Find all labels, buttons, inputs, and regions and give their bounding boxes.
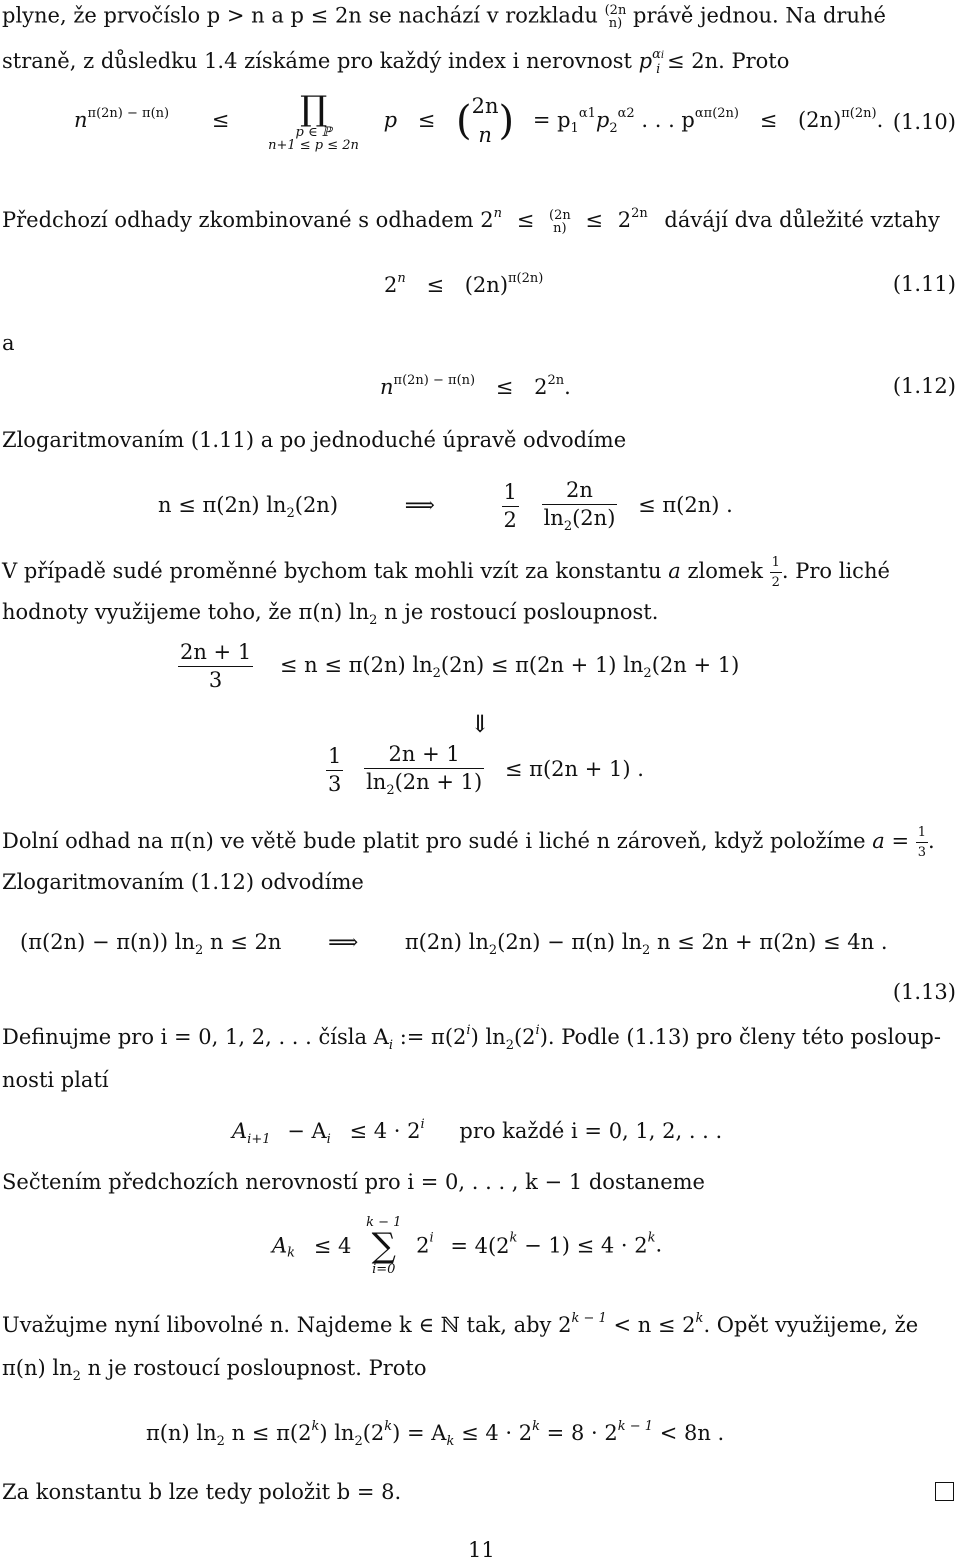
text-segment: 2n. Proto (691, 49, 790, 73)
equation-frac2: $\frac{1}{3}$ $\frac{2n + 1}{\ln_2(2n + 1)}$ ≤ π(2n + 1) . (328, 742, 644, 798)
binomial: ( (456, 98, 472, 145)
equation-1-10: $n^{\pi(2n) - \pi(n)}$ ≤ ∏ p ∈ ℙ n+1 ≤ p ≤ 2n p ≤ (2n n ) = $p_1^{\alpha 1}p_2^{\alpha 2}$ . . . $p^{\alpha\pi(2n)} \le (2n)^{\pi(2n)}$. (74, 89, 884, 153)
page-number: 11 (468, 1538, 495, 1562)
equation-chain: $\frac{2n + 1}{3}$ ≤ n ≤ π(2n) $\ln_2(2n) \le \pi(2n + 1) \ln_2(2n + 1)$ (180, 640, 740, 692)
text-line-1 (2, 4, 886, 30)
equation-label: (1.13) (892, 980, 956, 1004)
text-line-12: Sečtením předchozích nerovností pro i = 0, . . . , k − 1 dostaneme (2, 1170, 705, 1194)
text-line-3: Předchozí odhady zkombinované s odhadem 2$^n$ ≤ (2n $n) \le 2^{2n}$ dávájí dva důležité vztahy (2, 206, 940, 236)
equation-1-11: $2^n \le (2n)^{\pi(2n)}$ (384, 271, 544, 297)
equation-label: (1.10) (892, 110, 956, 134)
superscript: αi (652, 47, 665, 62)
product-operator: ∏ p ∈ ℙ n+1 ≤ p ≤ 2n (268, 89, 359, 153)
text-line-13: Uvažujme nyní libovolné n. Najdeme k ∈ ℕ tak, aby $2^{k - 1} < n \le 2^k$. Opět využijeme, že (2, 1311, 919, 1337)
text-line-15: Za konstantu b lze tedy položit b = 8. (2, 1480, 402, 1504)
text-line-7: hodnoty využijeme toho, že π(n) $\ln_2 n$ je rostoucí posloupnost. (2, 600, 659, 628)
leq-symbol: ≤ (666, 49, 685, 73)
equation-1-12: $n^{\pi(2n) - \pi(n)} \le 2^{2n}$. (380, 373, 571, 399)
text-line-2 (2, 48, 789, 76)
text-line-4: a (2, 331, 15, 355)
text-line-6: V případě sudé proměnné bychom tak mohli vzít za konstantu a zlomek $\frac{1}{2}$ . Pro liché (2, 555, 890, 590)
equation-label: (1.12) (892, 374, 956, 398)
text-line-14: π(n) $\ln_2 n$ je rostoucí posloupnost. Proto (2, 1356, 427, 1384)
text-line-11: nosti platí (2, 1068, 109, 1092)
text-line-10: Definujme pro i = 0, 1, 2, . . . čísla $A_i$ := $\pi(2^i)$ $\ln_2(2^i)$. Podle (1.13) pro členy této posloup- (2, 1023, 941, 1053)
equation-sum: $A_k \le 4$ k − 1 ∑ i=0 $2^i = 4(2^k - 1) \le 4 \cdot 2^k$. (272, 1215, 663, 1277)
text-line-8: Dolní odhad na π(n) ve větě bude platit pro sudé i liché n zároveň, když položíme a = $\frac{1}{3}$ . (2, 825, 935, 860)
equation-label: (1.11) (892, 272, 956, 296)
equation-final: π(n) $\ln_2 n \le \pi(2^k) \ln_2(2^k) = A_k \le 4 \cdot 2^k = 8 \cdot 2^{k - 1} < 8n$ . (146, 1419, 725, 1449)
text-segment: straně, z důsledku 1.4 získáme pro každý index i nerovnost (2, 49, 632, 73)
subscript: i (656, 62, 661, 77)
qed-box (935, 1482, 954, 1501)
text-line-9: Zlogaritmovaním (1.12) odvodíme (2, 870, 364, 894)
equation-ln: n ≤ π(2n) $\ln_2(2n)$ ⟹ $\frac{1}{2}$ $\frac{2n}{\ln_2(2n)}$ ≤ π(2n) . (158, 478, 733, 534)
equation-ai: $A_{i+1} - A_i \le 4 \cdot 2^i$ pro každé i = 0, 1, 2, . . . (232, 1117, 723, 1147)
equation-1-13: (π(2n) − π(n)) $\ln_2 n \le 2n$ ⟹ π(2n) $\ln_2(2n) - \pi(n)$ $\ln_2 n \le 2n + \pi(2n) \le 4n$ . (20, 930, 888, 958)
text-segment: právě jednou. Na druhé (633, 3, 886, 28)
binomial: (2n n) (604, 3, 627, 31)
text-segment: plyne, že prvočíslo p > n a p ≤ 2n se nachází v rozkladu (2, 3, 598, 28)
text-line-5: Zlogaritmovaním (1.11) a po jednoduché úpravě odvodíme (2, 428, 627, 452)
math-var: p (638, 49, 653, 73)
down-arrow: ⇓ (470, 710, 491, 738)
